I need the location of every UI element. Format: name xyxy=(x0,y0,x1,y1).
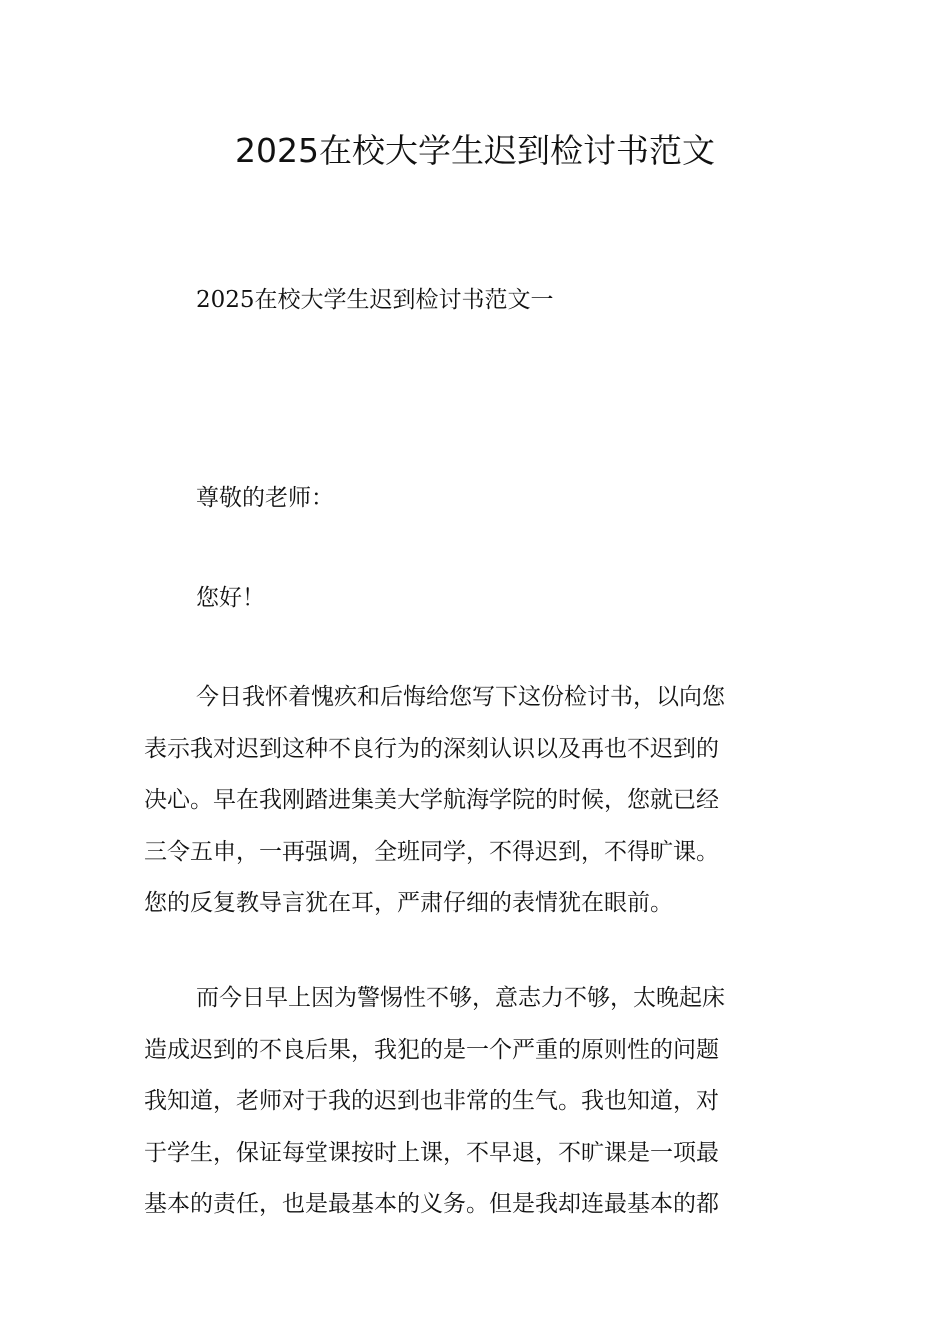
paragraph-line: 决心。早在我刚踏进集美大学航海学院的时候，您就已经 xyxy=(144,787,719,813)
paragraph-line: 我知道，老师对于我的迟到也非常的生气。我也知道，对 xyxy=(144,1088,719,1114)
body-paragraph-1 xyxy=(144,672,808,930)
paragraph-line: 今日我怀着愧疚和后悔给您写下这份检讨书，以向您 xyxy=(196,684,725,710)
paragraph-line: 三令五申，一再强调，全班同学，不得迟到，不得旷课。 xyxy=(144,838,719,865)
paragraph-line: 造成迟到的不良后果，我犯的是一个严重的原则性的问题 xyxy=(144,1036,719,1063)
paragraph-line: 表示我对迟到这种不良行为的深刻认识以及再也不迟到的 xyxy=(144,735,719,762)
paragraph-line: 于学生，保证每堂课按时上课，不早退，不旷课是一项最 xyxy=(144,1139,719,1166)
paragraph-line: 您的反复教导言犹在耳，严肃仔细的表情犹在眼前。 xyxy=(144,890,673,916)
greeting: 您好！ xyxy=(196,585,265,611)
document-title: 2025在校大学生迟到检讨书范文 xyxy=(235,131,715,170)
section-heading: 2025在校大学生迟到检讨书范文一 xyxy=(196,287,554,313)
paragraph-line: 基本的责任，也是最基本的义务。但是我却连最基本的都 xyxy=(144,1191,719,1217)
salutation: 尊敬的老师： xyxy=(196,485,334,511)
paragraph-line: 而今日早上因为警惕性不够，意志力不够，太晚起床 xyxy=(196,985,725,1011)
body-paragraph-2 xyxy=(144,973,808,1231)
